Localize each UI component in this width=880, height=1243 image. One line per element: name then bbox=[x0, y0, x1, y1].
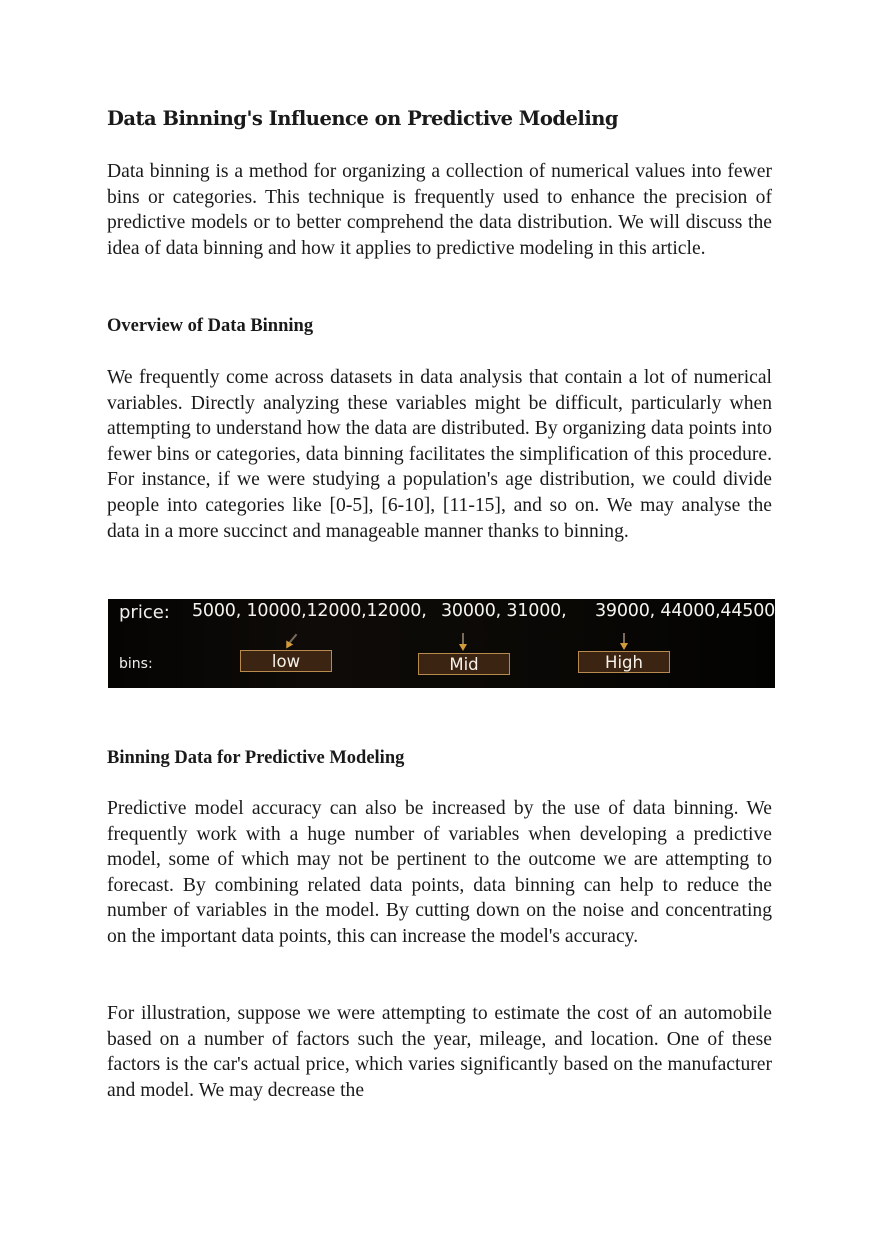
bin-mid-box: Mid bbox=[418, 653, 510, 675]
price-label: price: bbox=[119, 602, 170, 623]
price-values-high-group: 39000, 44000,44500 bbox=[595, 601, 775, 621]
binning-illustration-figure bbox=[108, 599, 775, 688]
intro-paragraph: Data binning is a method for organizing a collection of numerical values into fewer bins or categories. This technique is frequently used to enhance the precision of predictive models or to better comprehend the data distribution. We will discuss the idea of data binning and how it applies to predictive modeling in this article. bbox=[107, 161, 772, 259]
binning-predictive-paragraph-2: For illustration, suppose we were attempting to estimate the cost of an automobile based on a number of factors such the year, mileage, and location. One of these factors is the car's actual price, which varies significantly based on the manufacturer and model. We may decrease the bbox=[107, 1003, 772, 1101]
bin-high-box: High bbox=[578, 651, 670, 673]
overview-paragraph: We frequently come across datasets in data analysis that contain a lot of numerical variables. Directly analyzing these variables might be difficult, particularly when attempting to understand how the data are distributed. By organizing data points into fewer bins or categories, data binning facilitates the simplification of this procedure. For instance, if we were studying a population's age distribution, we could divide people into categories like [0-5], [6-10], [11-15], and so on. We may analyse the data in a more succinct and manageable manner thanks to binning. bbox=[107, 367, 772, 542]
binning-predictive-paragraph-1: Predictive model accuracy can also be increased by the use of data binning. We frequently work with a huge number of variables when developing a predictive model, some of which may not be pertinent to the outcome we are attempting to forecast. By combining related data points, data binning can help to reduce the number of variables in the model. By cutting down on the noise and concentrating on the important data points, this can increase the model's accuracy. bbox=[107, 798, 772, 947]
bins-label: bins: bbox=[119, 656, 153, 672]
price-values-low-group: 5000, 10000,12000,12000, bbox=[192, 601, 427, 621]
arrowhead-high-icon bbox=[620, 643, 628, 650]
price-values-mid-group: 30000, 31000, bbox=[441, 601, 567, 621]
section-heading-overview: Overview of Data Binning bbox=[107, 316, 314, 336]
arrowhead-mid-icon bbox=[459, 644, 467, 651]
bin-low-box: low bbox=[240, 650, 332, 672]
section-heading-binning-predictive: Binning Data for Predictive Modeling bbox=[107, 748, 405, 768]
page-title: Data Binning's Influence on Predictive Modeling bbox=[107, 107, 619, 130]
